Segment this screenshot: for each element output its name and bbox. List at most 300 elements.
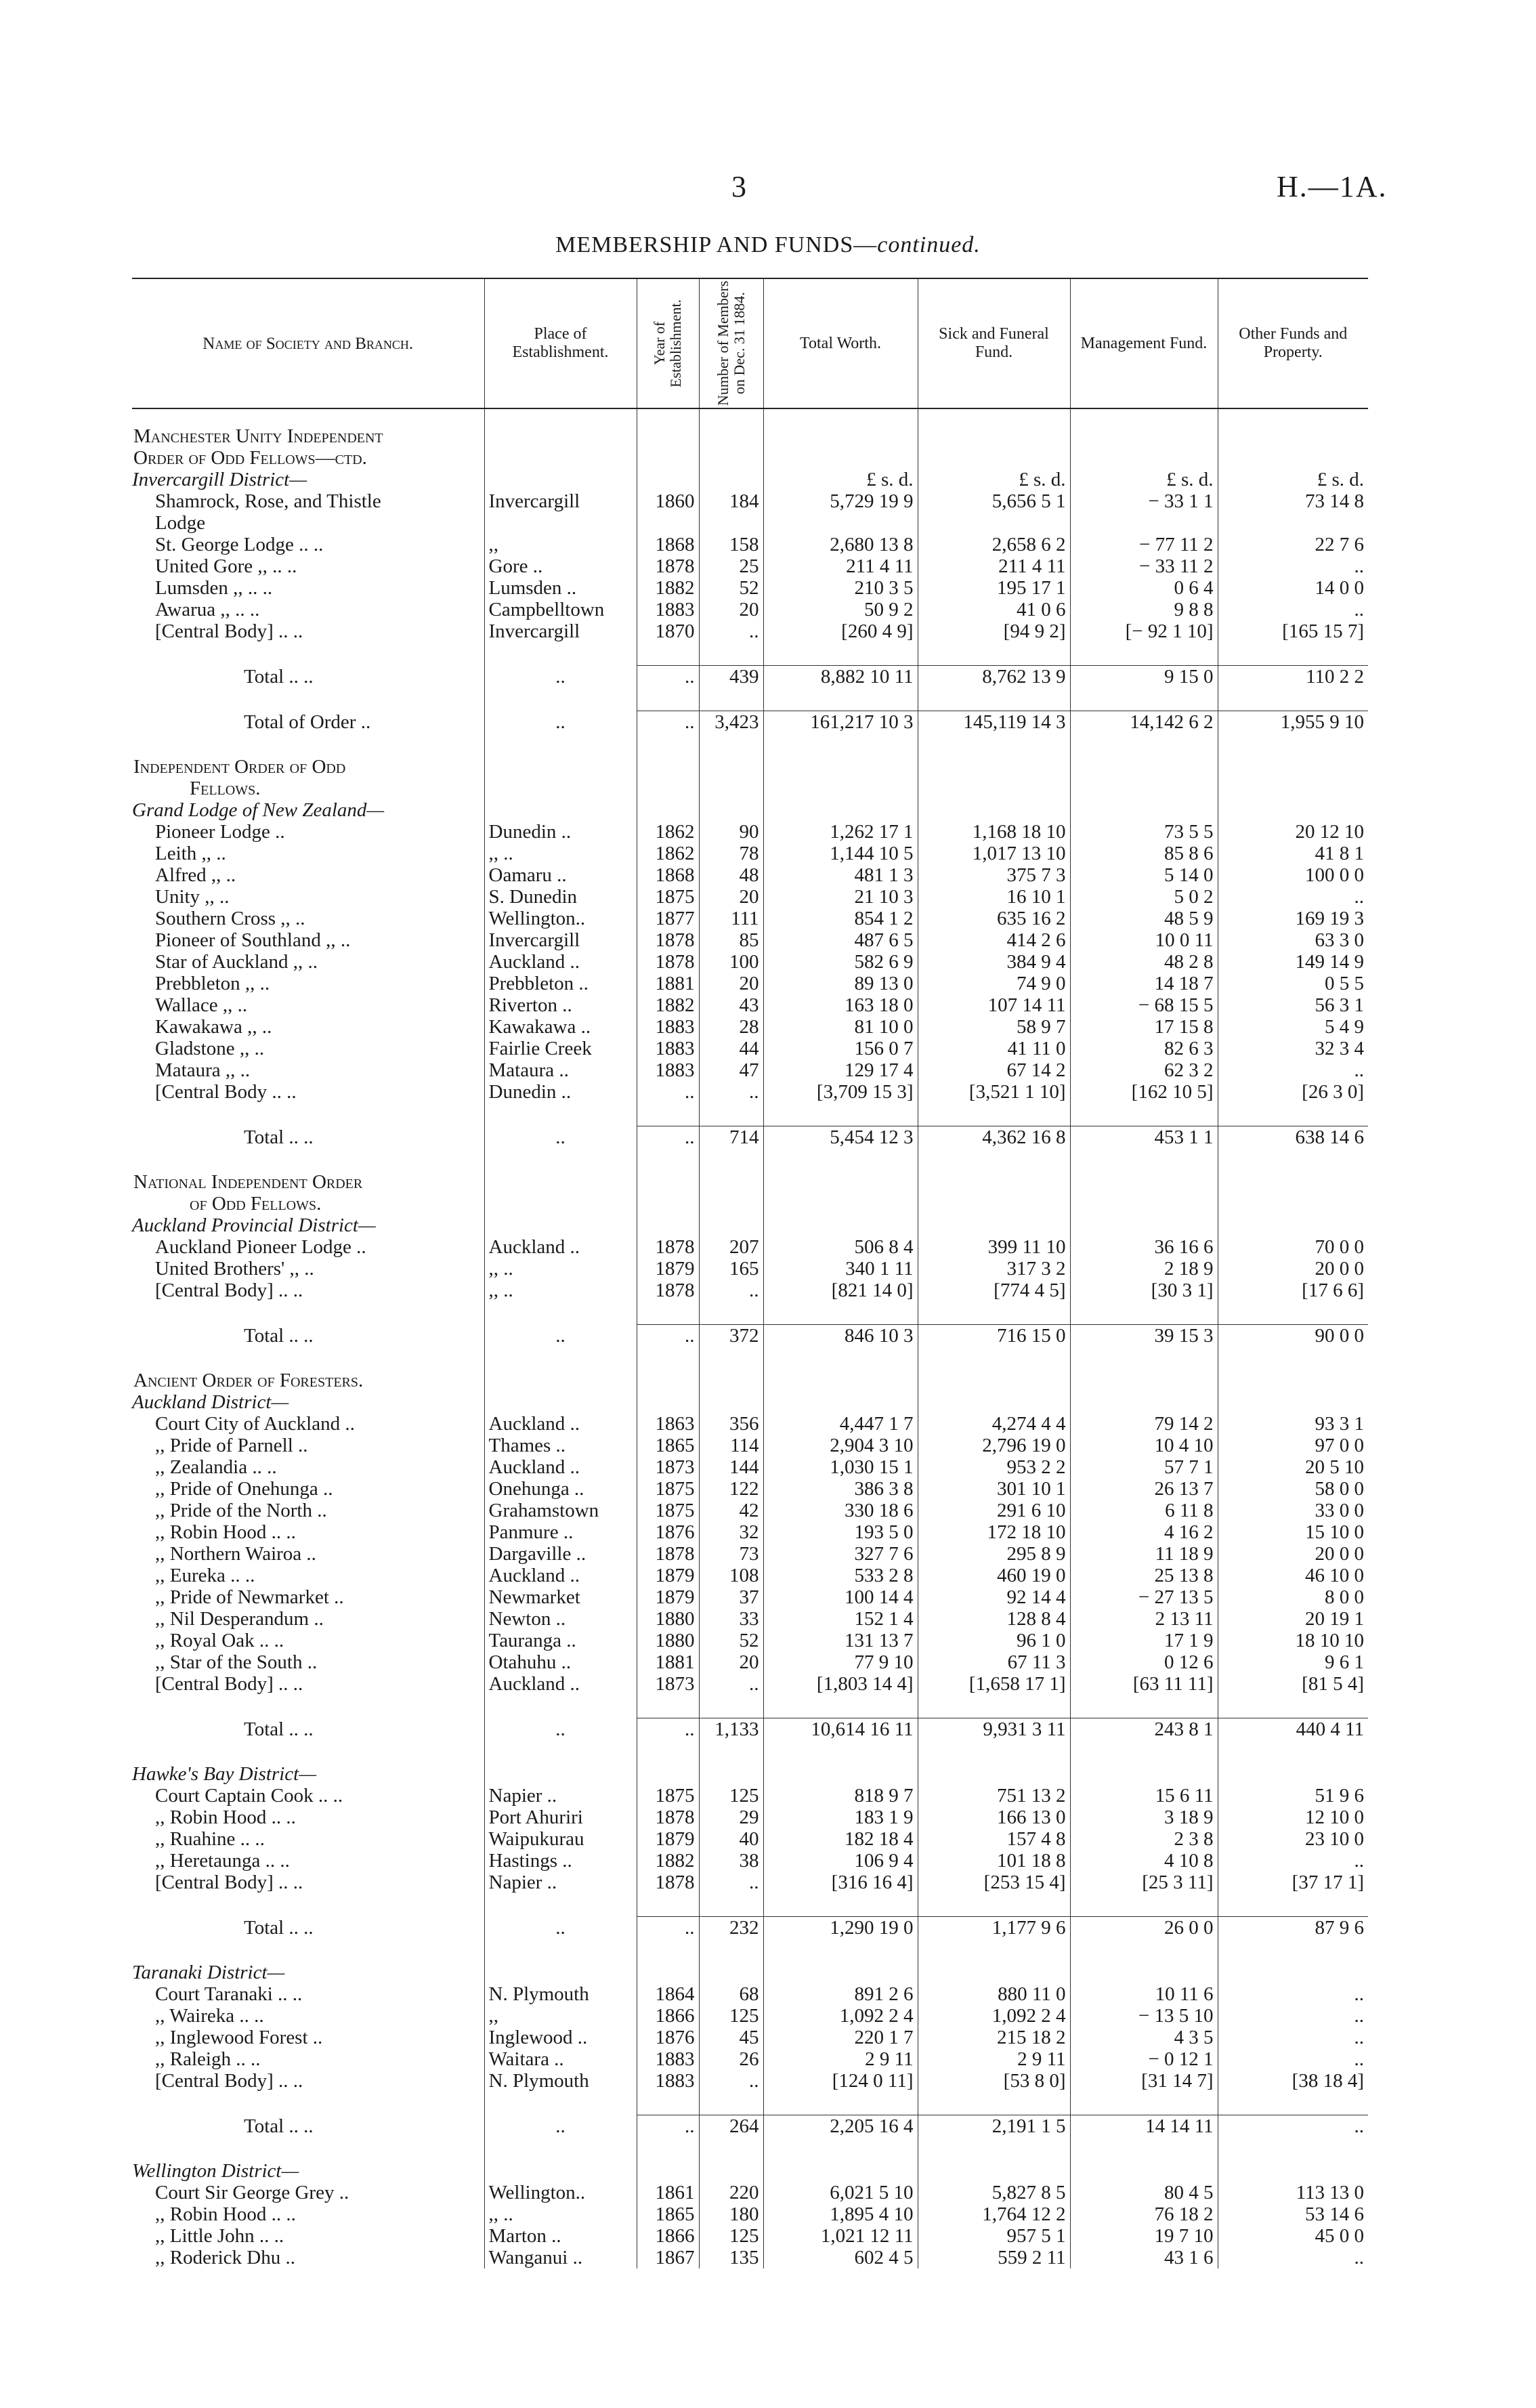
row-cell: [637, 688, 699, 711]
membership-table: [132, 278, 1368, 2268]
row-cell: 22 7 6: [1218, 534, 1368, 555]
row-cell: [3,709 15 3]: [763, 1081, 918, 1103]
table-row: [132, 929, 1368, 951]
table-row: [132, 1939, 1368, 1962]
row-cell: 211 4 11: [763, 555, 918, 577]
row-cell: 20: [699, 973, 763, 994]
row-cell: 46 10 0: [1218, 1565, 1368, 1586]
row-cell: 47: [699, 1059, 763, 1081]
row-cell: [31 14 7]: [1070, 2070, 1218, 2092]
row-cell: [1218, 1103, 1368, 1126]
row-cell: 110 2 2: [1218, 666, 1368, 688]
row-cell: [918, 1347, 1070, 1370]
row-cell: 460 19 0: [918, 1565, 1070, 1586]
row-cell: 172 18 10: [918, 1521, 1070, 1543]
row-cell: 45 0 0: [1218, 2225, 1368, 2247]
row-label: Court Captain Cook .. ..: [155, 1785, 343, 1807]
row-cell: [1218, 2092, 1368, 2115]
row-cell: 533 2 8: [763, 1565, 918, 1586]
col-header-place: Place of Establishment.: [484, 278, 637, 408]
row-cell: 76 18 2: [1070, 2203, 1218, 2225]
row-cell: 81 10 0: [763, 1016, 918, 1038]
row-cell: [637, 799, 699, 821]
row-cell: 5,454 12 3: [763, 1126, 918, 1149]
row-cell: [1070, 1171, 1218, 1193]
row-cell: [763, 1193, 918, 1214]
row-cell: 453 1 1: [1070, 1126, 1218, 1149]
row-cell: [1070, 1370, 1218, 1391]
row-cell: 317 3 2: [918, 1258, 1070, 1280]
row-cell: [763, 408, 918, 447]
row-cell: 20 19 1: [1218, 1608, 1368, 1630]
row-cell: 1865: [637, 1435, 699, 1456]
row-label: [Central Body] .. ..: [155, 1872, 303, 1893]
row-cell: [253 15 4]: [918, 1872, 1070, 1893]
row-cell: 10 4 10: [1070, 1435, 1218, 1456]
row-cell: [1218, 1763, 1368, 1785]
row-cell: 20: [699, 886, 763, 908]
row-cell: 1870: [637, 620, 699, 642]
row-cell: [637, 1103, 699, 1126]
table-row: [132, 1391, 1368, 1413]
row-cell: [1070, 756, 1218, 778]
table-row: [132, 534, 1368, 555]
row-cell: 1878: [637, 951, 699, 973]
row-cell: [1070, 688, 1218, 711]
row-cell: Dargaville ..: [484, 1543, 637, 1565]
row-cell: 1882: [637, 577, 699, 599]
table-row: [132, 1586, 1368, 1608]
table-row: [132, 1630, 1368, 1651]
row-label: ,, Pride of Onehunga ..: [155, 1478, 333, 1500]
row-cell: 180: [699, 2203, 763, 2225]
row-cell: [1218, 642, 1368, 666]
row-cell: 163 18 0: [763, 994, 918, 1016]
row-cell: 80 4 5: [1070, 2182, 1218, 2203]
col-header-sick-fund: Sick and Funeral Fund.: [918, 278, 1070, 408]
row-cell: 100 0 0: [1218, 864, 1368, 886]
row-cell: [17 6 6]: [1218, 1280, 1368, 1301]
row-cell: 1875: [637, 1478, 699, 1500]
row-cell: 210 3 5: [763, 577, 918, 599]
row-label: ,, Northern Wairoa ..: [155, 1543, 316, 1565]
row-cell: 1,021 12 11: [763, 2225, 918, 2247]
table-row: [132, 951, 1368, 973]
row-cell: 158: [699, 534, 763, 555]
row-cell: [484, 1763, 637, 1785]
total-row: [132, 1917, 1368, 1939]
row-cell: Onehunga ..: [484, 1478, 637, 1500]
row-cell: 1883: [637, 1059, 699, 1081]
row-cell: 4,447 1 7: [763, 1413, 918, 1435]
row-cell: [763, 1301, 918, 1325]
row-cell: 506 8 4: [763, 1236, 918, 1258]
row-cell: Campbelltown: [484, 599, 637, 620]
row-cell: 1882: [637, 1850, 699, 1872]
row-cell: Auckland ..: [484, 951, 637, 973]
row-cell: [637, 778, 699, 799]
row-cell: ..: [484, 1917, 637, 1939]
row-cell: [1218, 799, 1368, 821]
table-row: [132, 2160, 1368, 2182]
row-cell: 42: [699, 1500, 763, 1521]
row-cell: 48 2 8: [1070, 951, 1218, 973]
row-cell: [1218, 1171, 1368, 1193]
total-row: [132, 2115, 1368, 2138]
table-row: [132, 1850, 1368, 1872]
row-cell: [1070, 1193, 1218, 1214]
row-cell: 106 9 4: [763, 1850, 918, 1872]
row-cell: 58 0 0: [1218, 1478, 1368, 1500]
row-cell: 100: [699, 951, 763, 973]
row-cell: [38 18 4]: [1218, 2070, 1368, 2092]
row-cell: ..: [699, 1673, 763, 1695]
row-cell: [918, 778, 1070, 799]
table-row: [132, 512, 1368, 534]
row-cell: [918, 1301, 1070, 1325]
row-cell: [484, 1171, 637, 1193]
row-cell: 25 13 8: [1070, 1565, 1218, 1586]
row-cell: 8,762 13 9: [918, 666, 1070, 688]
table-row: [132, 490, 1368, 512]
row-cell: Wanganui ..: [484, 2247, 637, 2268]
row-cell: − 27 13 5: [1070, 1586, 1218, 1608]
row-cell: − 13 5 10: [1070, 2005, 1218, 2027]
row-cell: 1868: [637, 864, 699, 886]
row-cell: [763, 1391, 918, 1413]
row-cell: 113 13 0: [1218, 2182, 1368, 2203]
row-cell: − 68 15 5: [1070, 994, 1218, 1016]
table-row: [132, 1807, 1368, 1828]
row-cell: 9 15 0: [1070, 666, 1218, 688]
row-cell: 14 18 7: [1070, 973, 1218, 994]
row-cell: 1,092 2 4: [918, 2005, 1070, 2027]
row-label: Ancient Order of Foresters.: [133, 1370, 364, 1391]
row-cell: [484, 1103, 637, 1126]
table-row: [132, 2070, 1368, 2092]
row-cell: ..: [1218, 2247, 1368, 2268]
row-cell: 149 14 9: [1218, 951, 1368, 973]
row-cell: 169 19 3: [1218, 908, 1368, 929]
row-cell: [1070, 1962, 1218, 1983]
row-cell: 25: [699, 555, 763, 577]
table-row: [132, 843, 1368, 864]
row-cell: [918, 1939, 1070, 1962]
row-cell: 5,656 5 1: [918, 490, 1070, 512]
row-cell: [484, 1148, 637, 1171]
row-cell: 107 14 11: [918, 994, 1070, 1016]
row-cell: [1070, 2137, 1218, 2160]
row-cell: [918, 447, 1070, 469]
row-cell: 5,729 19 9: [763, 490, 918, 512]
row-cell: [763, 512, 918, 534]
row-cell: 1878: [637, 929, 699, 951]
row-cell: [484, 1301, 637, 1325]
row-label: Wellington District—: [132, 2160, 299, 2182]
row-cell: [637, 1939, 699, 1962]
row-cell: [763, 1763, 918, 1785]
row-label: Fellows.: [190, 778, 261, 799]
row-cell: [1218, 2137, 1368, 2160]
row-cell: [918, 688, 1070, 711]
row-cell: [918, 1893, 1070, 1917]
row-cell: Napier ..: [484, 1872, 637, 1893]
row-cell: 1,895 4 10: [763, 2203, 918, 2225]
row-cell: 818 9 7: [763, 1785, 918, 1807]
row-cell: [63 11 11]: [1070, 1673, 1218, 1695]
table-row: [132, 756, 1368, 778]
row-cell: − 33 1 1: [1070, 490, 1218, 512]
row-cell: [763, 1740, 918, 1763]
row-cell: [1218, 756, 1368, 778]
table-row: [132, 2182, 1368, 2203]
row-cell: [484, 469, 637, 490]
row-cell: [918, 1103, 1070, 1126]
row-cell: [763, 1103, 918, 1126]
row-cell: Oamaru ..: [484, 864, 637, 886]
row-cell: [918, 1740, 1070, 1763]
row-cell: 129 17 4: [763, 1059, 918, 1081]
row-cell: 880 11 0: [918, 1983, 1070, 2005]
row-cell: [484, 2092, 637, 2115]
row-cell: 135: [699, 2247, 763, 2268]
row-cell: [162 10 5]: [1070, 1081, 1218, 1103]
row-cell: 1883: [637, 1038, 699, 1059]
row-cell: 1881: [637, 1651, 699, 1673]
row-cell: 0 12 6: [1070, 1651, 1218, 1673]
row-cell: [484, 512, 637, 534]
row-cell: 264: [699, 2115, 763, 2138]
page-title: [0, 232, 1536, 258]
table-row: [132, 1038, 1368, 1059]
row-cell: 85: [699, 929, 763, 951]
row-cell: [763, 2160, 918, 2182]
row-cell: £ s. d.: [1218, 469, 1368, 490]
row-cell: Wellington..: [484, 2182, 637, 2203]
row-cell: 97 0 0: [1218, 1435, 1368, 1456]
row-label: Order of Odd Fellows—ctd.: [133, 447, 367, 469]
row-cell: [1070, 1695, 1218, 1718]
row-cell: [699, 1370, 763, 1391]
row-cell: 5 0 2: [1070, 886, 1218, 908]
row-cell: [1218, 1301, 1368, 1325]
row-cell: Napier ..: [484, 1785, 637, 1807]
row-cell: 8,882 10 11: [763, 666, 918, 688]
row-cell: Kawakawa ..: [484, 1016, 637, 1038]
row-cell: 56 3 1: [1218, 994, 1368, 1016]
row-label: Independent Order of Odd: [133, 756, 346, 778]
row-cell: 40: [699, 1828, 763, 1850]
row-cell: 3,423: [699, 711, 763, 734]
col-header-other-funds: Other Funds and Property.: [1218, 278, 1368, 408]
row-cell: 4,362 16 8: [918, 1126, 1070, 1149]
row-cell: [699, 1193, 763, 1214]
row-cell: 44: [699, 1038, 763, 1059]
row-cell: 1880: [637, 1608, 699, 1630]
row-cell: 50 9 2: [763, 599, 918, 620]
row-cell: [1070, 1214, 1218, 1236]
row-cell: [918, 2092, 1070, 2115]
row-cell: 1878: [637, 1543, 699, 1565]
row-cell: [484, 1193, 637, 1214]
row-cell: [699, 2160, 763, 2182]
row-label: Manchester Unity Independent: [133, 425, 383, 447]
row-label: ,, Inglewood Forest ..: [155, 2027, 323, 2048]
row-cell: [1218, 512, 1368, 534]
table-row: [132, 821, 1368, 843]
table-row: [132, 2048, 1368, 2070]
row-cell: [699, 1301, 763, 1325]
row-label: Prebbleton ,, ..: [155, 973, 270, 994]
row-cell: 6,021 5 10: [763, 2182, 918, 2203]
row-cell: 953 2 2: [918, 1456, 1070, 1478]
row-cell: [774 4 5]: [918, 1280, 1070, 1301]
row-cell: 32 3 4: [1218, 1038, 1368, 1059]
row-label: [132, 2092, 484, 2115]
row-cell: 2,796 19 0: [918, 1435, 1070, 1456]
row-label: of Odd Fellows.: [190, 1193, 322, 1214]
row-cell: 37: [699, 1586, 763, 1608]
row-cell: [637, 1391, 699, 1413]
row-cell: ..: [637, 1917, 699, 1939]
row-cell: 73 14 8: [1218, 490, 1368, 512]
row-cell: ..: [484, 2115, 637, 2138]
row-cell: [637, 408, 699, 447]
row-cell: − 33 11 2: [1070, 555, 1218, 577]
row-cell: 207: [699, 1236, 763, 1258]
row-cell: 1,955 9 10: [1218, 711, 1368, 734]
table-row: [132, 886, 1368, 908]
table-row: [132, 994, 1368, 1016]
table-row: [132, 620, 1368, 642]
row-label: ,, Heretaunga .. ..: [155, 1850, 290, 1872]
row-cell: [699, 778, 763, 799]
row-label: National Independent Order: [133, 1171, 363, 1193]
row-cell: 559 2 11: [918, 2247, 1070, 2268]
row-cell: [699, 642, 763, 666]
row-cell: 165: [699, 1258, 763, 1280]
row-cell: 82 6 3: [1070, 1038, 1218, 1059]
row-cell: 63 3 0: [1218, 929, 1368, 951]
row-cell: ..: [1218, 555, 1368, 577]
row-cell: 23 10 0: [1218, 1828, 1368, 1850]
row-cell: 414 2 6: [918, 929, 1070, 951]
row-cell: S. Dunedin: [484, 886, 637, 908]
row-cell: ..: [1218, 1983, 1368, 2005]
row-cell: 1883: [637, 1016, 699, 1038]
row-cell: 195 17 1: [918, 577, 1070, 599]
row-cell: ..: [1218, 599, 1368, 620]
row-cell: 12 10 0: [1218, 1807, 1368, 1828]
row-cell: 1878: [637, 1236, 699, 1258]
row-label: [132, 733, 484, 756]
row-label: Total .. ..: [244, 1718, 314, 1740]
row-cell: 440 4 11: [1218, 1718, 1368, 1741]
table-row: [132, 1673, 1368, 1695]
row-cell: 2,191 1 5: [918, 2115, 1070, 2138]
row-cell: 14 0 0: [1218, 577, 1368, 599]
row-cell: [1070, 2092, 1218, 2115]
row-cell: 1877: [637, 908, 699, 929]
total-row: [132, 711, 1368, 734]
row-cell: [699, 1347, 763, 1370]
row-cell: 20 0 0: [1218, 1258, 1368, 1280]
row-label: Kawakawa ,, ..: [155, 1016, 272, 1038]
row-cell: 166 13 0: [918, 1807, 1070, 1828]
row-cell: 582 6 9: [763, 951, 918, 973]
row-cell: [918, 1695, 1070, 1718]
row-cell: [699, 447, 763, 469]
row-cell: [699, 1962, 763, 1983]
row-cell: 291 6 10: [918, 1500, 1070, 1521]
row-cell: 20 5 10: [1218, 1456, 1368, 1478]
row-cell: 144: [699, 1456, 763, 1478]
row-cell: 220: [699, 2182, 763, 2203]
row-cell: Panmure ..: [484, 1521, 637, 1543]
row-cell: 1875: [637, 1785, 699, 1807]
table-row: [132, 1016, 1368, 1038]
row-cell: 53 14 6: [1218, 2203, 1368, 2225]
row-cell: 2,904 3 10: [763, 1435, 918, 1456]
row-cell: 1861: [637, 2182, 699, 2203]
row-cell: 2 18 9: [1070, 1258, 1218, 1280]
row-cell: [699, 1893, 763, 1917]
row-cell: 18 10 10: [1218, 1630, 1368, 1651]
row-label: [Central Body .. ..: [155, 1081, 297, 1103]
row-cell: 1862: [637, 843, 699, 864]
row-cell: [53 8 0]: [918, 2070, 1070, 2092]
row-label: United Gore ,, .. ..: [155, 555, 297, 577]
row-label: Auckland District—: [132, 1391, 289, 1413]
table-row: [132, 1148, 1368, 1171]
row-cell: [637, 756, 699, 778]
table-row: [132, 1435, 1368, 1456]
row-cell: 891 2 6: [763, 1983, 918, 2005]
row-cell: [637, 1214, 699, 1236]
row-cell: ..: [1218, 886, 1368, 908]
row-cell: 39 15 3: [1070, 1325, 1218, 1347]
row-label: [132, 1148, 484, 1171]
row-cell: [484, 1962, 637, 1983]
row-cell: [918, 2137, 1070, 2160]
row-cell: 4,274 4 4: [918, 1413, 1070, 1435]
row-cell: 26: [699, 2048, 763, 2070]
row-cell: [918, 2160, 1070, 2182]
row-cell: [699, 1148, 763, 1171]
row-cell: [637, 1171, 699, 1193]
row-label: ,, Roderick Dhu ..: [155, 2247, 295, 2268]
row-cell: [763, 1148, 918, 1171]
row-cell: [821 14 0]: [763, 1280, 918, 1301]
row-cell: 211 4 11: [918, 555, 1070, 577]
row-cell: 161,217 10 3: [763, 711, 918, 734]
row-cell: [918, 1171, 1070, 1193]
row-cell: [699, 1763, 763, 1785]
row-cell: [484, 408, 637, 447]
row-cell: 4 16 2: [1070, 1521, 1218, 1543]
table-row: [132, 908, 1368, 929]
row-label: [132, 1301, 484, 1325]
table-row: [132, 1565, 1368, 1586]
row-cell: 70 0 0: [1218, 1236, 1368, 1258]
row-cell: 1879: [637, 1565, 699, 1586]
table-row: [132, 1280, 1368, 1301]
row-cell: [918, 1763, 1070, 1785]
row-label: Grand Lodge of New Zealand—: [132, 799, 385, 821]
row-cell: [918, 1193, 1070, 1214]
row-cell: [1218, 1347, 1368, 1370]
row-cell: [637, 447, 699, 469]
